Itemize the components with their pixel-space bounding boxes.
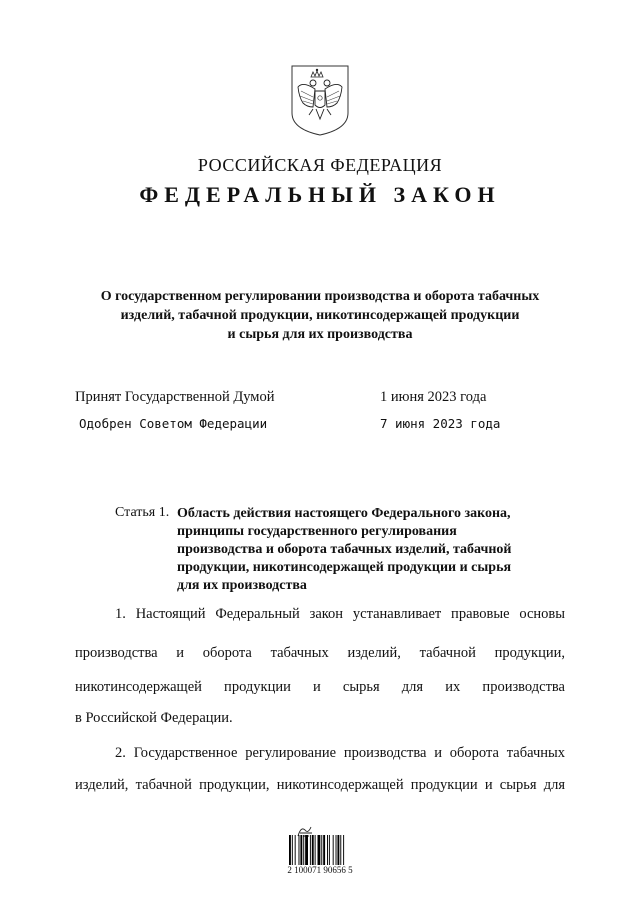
barcode-bar — [299, 835, 300, 865]
barcode-bar — [336, 835, 337, 865]
law-title-line: изделий, табачной продукции, никотинсодержащей продукции — [120, 308, 520, 323]
paragraph-line: в Российской Федерации. — [75, 710, 233, 726]
paragraph-line: никотинсодержащей продукции и сырья для их производства — [75, 679, 565, 695]
barcode-bar — [318, 835, 321, 865]
paragraph-line: 1. Настоящий Федеральный закон устанавливает правовые основы — [115, 606, 565, 622]
approved-label: Одобрен Советом Федерации — [79, 416, 268, 431]
article-title — [177, 505, 577, 595]
barcode-bar — [295, 835, 296, 865]
article-title-line: производства и оборота табачных изделий, табачной — [177, 542, 512, 557]
document-type: ФЕДЕРАЛЬНЫЙ ЗАКОН — [139, 182, 501, 207]
barcode — [288, 835, 368, 867]
barcode-bar — [343, 835, 344, 865]
barcode-bar — [312, 835, 314, 865]
barcode-bar — [303, 835, 304, 865]
barcode-bar — [292, 835, 293, 865]
barcode-bar — [333, 835, 334, 865]
barcode-bar — [321, 835, 322, 865]
adopted-date: 1 июня 2023 года — [380, 389, 487, 405]
paragraph-line: изделий, табачной продукции, никотинсодержащей продукции и сырья для — [75, 777, 565, 793]
barcode-bar — [337, 835, 339, 865]
article-label: Статья 1. — [115, 505, 170, 520]
barcode-number: 2 100071 90656 5 — [287, 865, 353, 875]
law-title-line: О государственном регулировании производства и оборота табачных — [100, 289, 540, 304]
barcode-bar — [289, 835, 291, 865]
law-title-line: и сырья для их производства — [227, 327, 413, 342]
paragraph-line: производства и оборота табачных изделий, табачной продукции, — [75, 645, 565, 661]
barcode-bar — [315, 835, 316, 865]
approved-date: 7 июня 2023 года — [380, 416, 501, 431]
law-title — [60, 287, 580, 344]
adopted-label: Принят Государственной Думой — [75, 389, 275, 405]
paragraph-line: 2. Государственное регулирование производства и оборота табачных — [115, 745, 565, 761]
barcode-bar — [327, 835, 328, 865]
country-name: РОССИЙСКАЯ ФЕДЕРАЦИЯ — [197, 155, 443, 175]
barcode-bar — [305, 835, 308, 865]
barcode-bar — [300, 835, 302, 865]
coat-of-arms-icon — [289, 63, 351, 137]
barcode-bar — [340, 835, 341, 865]
barcode-bar — [329, 835, 330, 865]
article-title-line: продукции, никотинсодержащей продукции и сырья — [177, 560, 512, 575]
barcode-bar — [310, 835, 311, 865]
barcode-bar — [323, 835, 325, 865]
article-title-line: принципы государственного регулирования — [177, 524, 457, 539]
article-title-line: Область действия настоящего Федерального закона, — [177, 506, 511, 521]
article-title-line: для их производства — [177, 578, 307, 593]
